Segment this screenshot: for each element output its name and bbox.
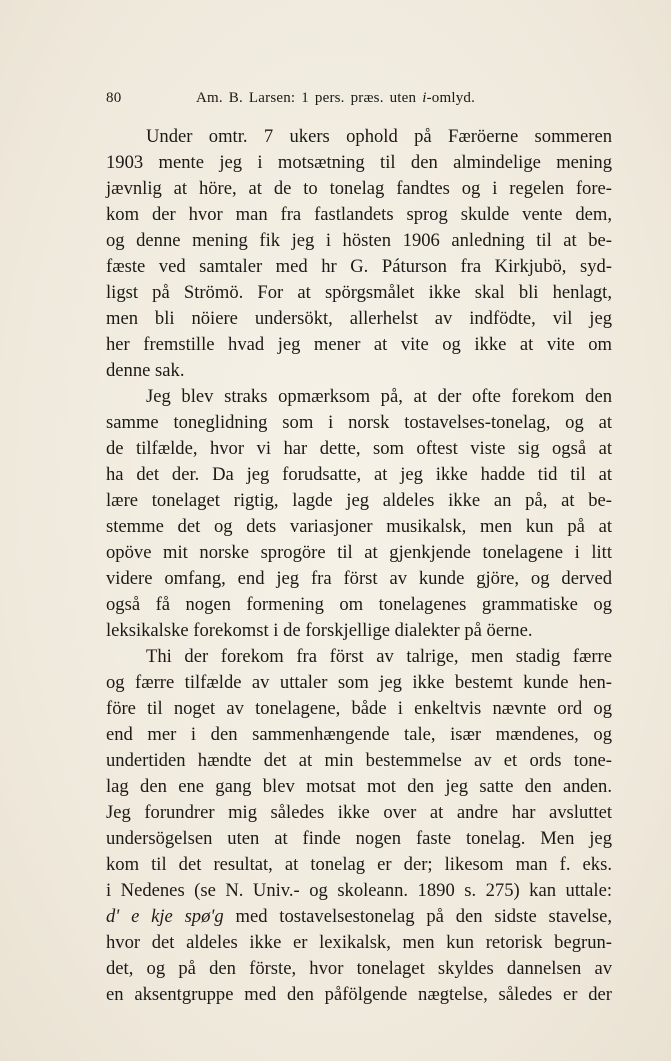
text-line: undersögelsen uten at finde nogen faste tonelag. Men jeg — [106, 828, 612, 849]
running-head-title-italic: i — [422, 90, 427, 106]
text-line: de tilfælde, hvor vi har dette, som oftest viste sig også at — [106, 438, 612, 459]
text-line: en aksentgruppe med den påfölgende nægtelse, således er der — [106, 984, 612, 1005]
text-line: Jeg blev straks opmærksom på, at der ofte forekom den — [146, 386, 612, 407]
running-head-title-post: -omlyd. — [426, 90, 476, 106]
text-line: lære tonelaget rigtig, lagde jeg aldeles ikke an på, at be- — [106, 490, 612, 511]
text-line: Under omtr. 7 ukers ophold på Færöerne sommeren — [146, 126, 612, 147]
text-line: og denne mening fik jeg i hösten 1906 anledning til at be- — [106, 230, 612, 251]
text-line: hvor det aldeles ikke er lexikalsk, men kun retorisk begrun- — [106, 932, 612, 953]
text-line: Thi der forekom fra först av talrige, men stadig færre — [146, 646, 612, 667]
running-head-title — [196, 90, 475, 107]
running-head-title-pre: Am. B. Larsen: 1 pers. præs. uten — [196, 90, 423, 106]
text-line: opöve mit norske sprogöre til at gjenkjende tonelagene i litt — [106, 542, 612, 563]
body-text — [106, 124, 612, 1008]
text-line-rest: med tostavelsestonelag på den sidste stavelse, — [235, 906, 612, 927]
text-line: jævnlig at höre, at de to tonelag fandtes og i regelen fore- — [106, 178, 612, 199]
text-line: og færre tilfælde av uttaler som jeg ikke bestemt kunde hen- — [106, 672, 612, 693]
text-line: også få nogen formening om tonelagenes grammatiske og — [106, 594, 612, 615]
text-line: i Nedenes (se N. Univ.- og skoleann. 1890 s. 275) kan uttale: — [106, 880, 612, 901]
text-line: stemme det og dets variasjoner musikalsk, men kun på at — [106, 516, 612, 537]
text-line: men bli nöiere undersökt, allerhelst av indfödte, vil jeg — [106, 308, 612, 329]
text-line: fæste ved samtaler med hr G. Páturson fra Kirkjubö, syd- — [106, 256, 612, 277]
text-line: her fremstille hvad jeg mener at vite og ikke at vite om — [106, 334, 612, 355]
text-line: leksikalske forekomst i de forskjellige dialekter på öerne. — [106, 620, 533, 641]
text-line: samme toneglidning som i norsk tostavelses-tonelag, og at — [106, 412, 612, 433]
text-line: ha det der. Da jeg forudsatte, at jeg ikke hadde tid til at — [106, 464, 612, 485]
text-line-with-example — [106, 904, 612, 930]
text-line: 1903 mente jeg i motsætning til den almindelige mening — [106, 152, 612, 173]
text-line: end mer i den sammenhængende tale, især mændenes, og — [106, 724, 612, 745]
text-line: ligst på Strömö. For at spörgsmålet ikke skal bli henlagt, — [106, 282, 612, 303]
text-line: videre omfang, end jeg fra först av kunde gjöre, og derved — [106, 568, 612, 589]
page-number: 80 — [106, 90, 122, 106]
text-line: det, og på den förste, hvor tonelaget skyldes dannelsen av — [106, 958, 612, 979]
text-line: undertiden hændte det at min bestemmelse av et ords tone- — [106, 750, 612, 771]
text-line: denne sak. — [106, 360, 185, 381]
text-line: kom til det resultat, at tonelag er der; likesom man f. eks. — [106, 854, 612, 875]
text-line: Jeg forundrer mig således ikke over at andre har avsluttet — [106, 802, 612, 823]
text-line: lag den ene gang blev motsat mot den jeg satte den anden. — [106, 776, 612, 797]
text-line: kom der hvor man fra fastlandets sprog skulde vente dem, — [106, 204, 612, 225]
text-line: före til noget av tonelagene, både i enkeltvis nævnte ord og — [106, 698, 612, 719]
running-head — [106, 90, 610, 112]
example-phrase: d' e kje spø'g — [106, 906, 224, 927]
